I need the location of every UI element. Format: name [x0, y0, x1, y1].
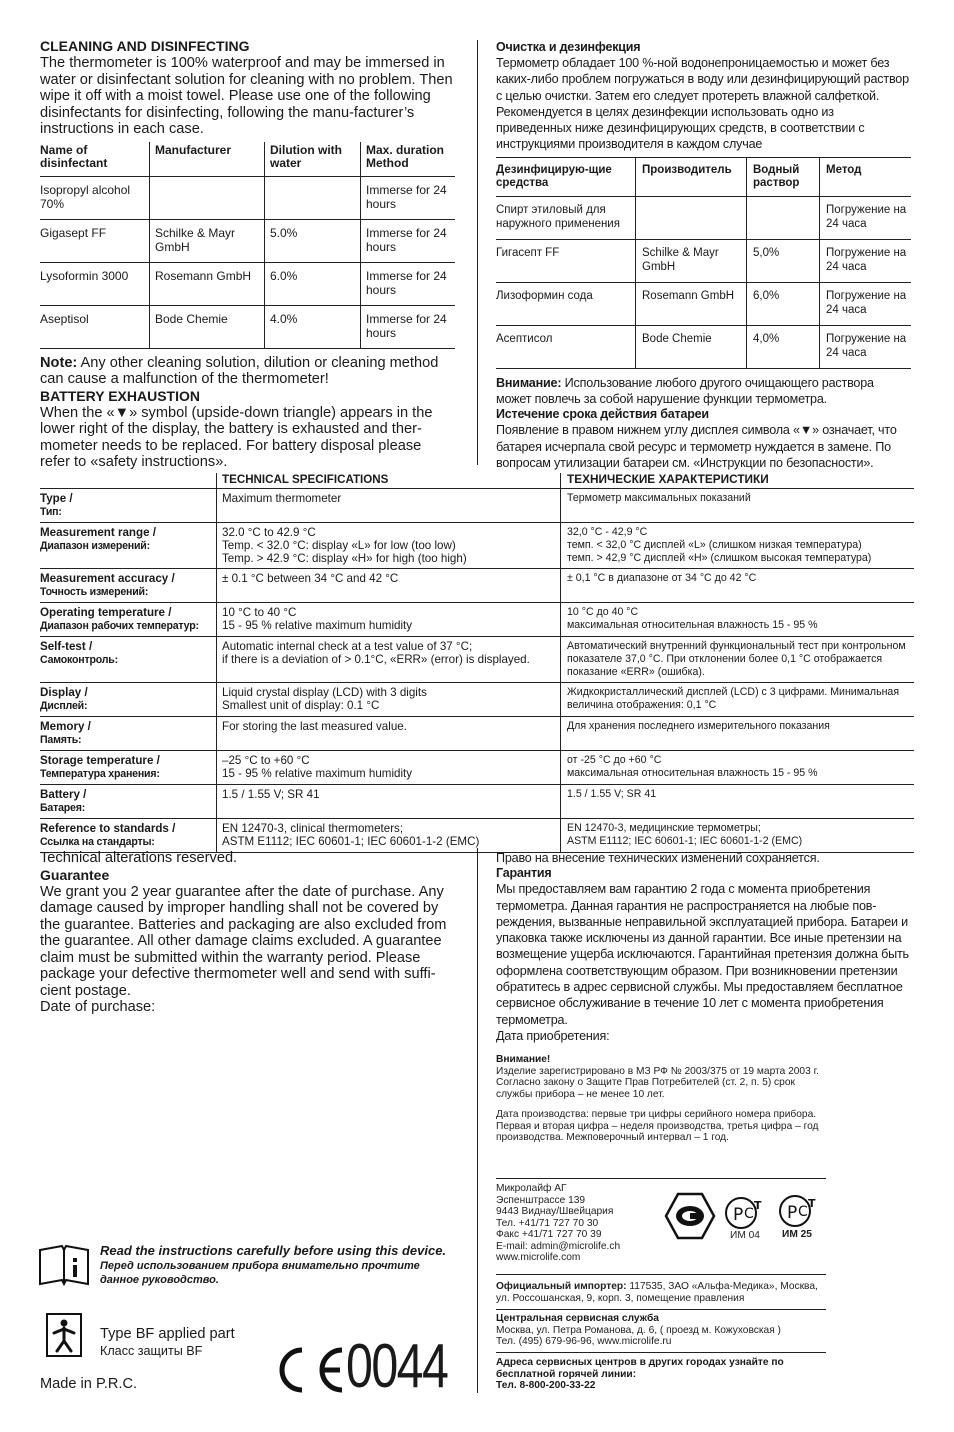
attention-text: Изделие зарегистрировано в МЗ РФ № 2003/375 от 19 марта 2003 г. Согласно закону о Защите Прав Потребителей (ст. 2, п. 5) срок службы прибора – не менее 10 лет. [496, 1065, 819, 1100]
cell: Bode Chemie [636, 325, 747, 368]
cell: Schilke & Mayr GmbH [636, 239, 747, 282]
company-line: www.microlife.com [496, 1252, 581, 1263]
column-divider-bottom [477, 848, 478, 1393]
spec-header-empty [40, 473, 217, 489]
importer-text [496, 1281, 826, 1304]
spec-row [40, 683, 914, 717]
cleaning-section-ru [496, 40, 911, 471]
type-bf-icon [46, 1313, 82, 1362]
svg-text:С: С [798, 1204, 808, 1220]
cell: Immerse for 24 hours [361, 262, 456, 305]
attention-title: Внимание! [496, 1054, 551, 1065]
table-header-row [496, 157, 911, 196]
spec-value-ru: 32,0 °C - 42,9 °C темп. < 32,0 °C дисплей «L» (слишком низкая температура) темп. > 42,9 °C дисплей «H» (слишком высокая температура) [561, 523, 915, 569]
cell: Aseptisol [40, 311, 89, 326]
service-divider [496, 1309, 826, 1310]
cell: 4.0% [265, 305, 361, 348]
col-header: Dilution with water [265, 142, 361, 177]
spec-row [40, 637, 914, 683]
service-text: Москва, ул. Петра Романова, д. 6, ( проезд м. Кожуховская ) Тел. (495) 679-96-96, www.microlife.ru [496, 1324, 781, 1347]
spec-label [40, 751, 217, 785]
company-line: Тел. +41/71 727 70 30 [496, 1217, 599, 1229]
spec-label-en: Measurement accuracy / [40, 572, 175, 585]
cleaning-text-ru: Термометр обладает 100 %-ной водонепроницаемостью и может без каких-либо проблем погружаться в воду или дезинфицирующий раствор с целью очистки. Затем его следует протереть влажной салфеткой. Рекомендуется в целях дезинфекции использовать одно из приведенных ниже дезинфицирующих средств, в соответствии с инструкциями производителя в каждом случае [496, 56, 909, 152]
spec-row [40, 569, 914, 603]
spec-label-ru: Память: [40, 734, 82, 746]
cell: 6,0% [747, 282, 820, 325]
spec-header-row [40, 473, 914, 489]
company-address [496, 1183, 666, 1264]
cell: Immerse for 24 hours [361, 219, 456, 262]
cell [150, 176, 265, 219]
spec-label-ru: Диапазон рабочих температур: [40, 620, 199, 632]
company-line: E-mail: admin@microlife.ch [496, 1240, 621, 1252]
svg-text:Р: Р [733, 1205, 744, 1225]
tech-alterations-en: Technical alterations reserved. [40, 850, 238, 866]
spec-label [40, 785, 217, 819]
read-instructions-icon [38, 1244, 90, 1293]
cell: Гигасепт FF [496, 246, 560, 259]
spec-label-en: Memory / [40, 720, 91, 733]
spec-value-ru: EN 12470-3, медицинские термометры; ASTM E1112; IEC 60601-1; IEC 60601-1-2 (EMC) [561, 819, 915, 853]
importer-label: Официальный импортер: [496, 1281, 627, 1292]
spec-value-en: 32.0 °C to 42.9 °C Temp. < 32.0 °C: display «L» for low (too low) Temp. > 42.9 °C: display «H» for high (too high) [217, 523, 561, 569]
table-row [40, 219, 455, 262]
spec-row [40, 603, 914, 637]
company-line: Микролайф АГ [496, 1183, 567, 1194]
guarantee-section-en [40, 850, 455, 1016]
spec-value-ru: 1.5 / 1.55 V; SR 41 [561, 785, 915, 819]
spec-value-en: –25 °C to +60 °C 15 - 95 % relative maximum humidity [217, 751, 561, 785]
disinfectant-table-ru [496, 157, 911, 369]
spec-label [40, 717, 217, 751]
spec-label-en: Reference to standards / [40, 822, 176, 835]
spec-label [40, 603, 217, 637]
cell: Спирт этиловый для наружного применения [496, 203, 620, 230]
company-line: Эспенштрассе 139 [496, 1194, 586, 1206]
note-label-en: Note: [40, 354, 78, 371]
cell: Bode Chemie [150, 305, 265, 348]
battery-title-en: BATTERY EXHAUSTION [40, 387, 200, 404]
guarantee-text-en: We grant you 2 year guarantee after the date of purchase. Any damage caused by improper handling shall not be covered by the guarantee. Batteries and packaging are also excluded from the guarantee. All other damage claims excluded. A guarantee claim must be submitted within the warranty period. Please package your defective thermometer well and send with suffi-cient postage. [40, 883, 447, 999]
cleaning-text-en: The thermometer is 100% waterproof and may be immersed in water or disinfectant solution for cleaning with no problem. Then wipe it off with a moist towel. Please use one of the following disinfectants for disinfecting, following the manu-facturer’s instructions in each case. [40, 55, 453, 137]
note-en [40, 355, 455, 388]
table-row [40, 176, 455, 219]
importer-block [496, 1281, 826, 1304]
spec-label-en: Self-test / [40, 640, 93, 653]
cert-label-2: ИМ 25 [782, 1229, 812, 1240]
note-text-ru: Использование любого другого очищающего раствора может повлечь за собой нарушение функции термометра. [496, 375, 874, 407]
cert-label-1: ИМ 04 [730, 1230, 760, 1241]
spec-row [40, 819, 914, 853]
spec-value-en: EN 12470-3, clinical thermometers; ASTM E1112; IEC 60601-1; IEC 60601-1-2 (EMC) [217, 819, 561, 853]
spec-value-en: Maximum thermometer [217, 489, 561, 523]
spec-value-en: ± 0.1 °C between 34 °C and 42 °C [217, 569, 561, 603]
spec-label-ru: Точность измерений: [40, 586, 149, 598]
table-row [40, 305, 455, 348]
date-of-purchase-ru: Дата приобретения: [496, 1028, 610, 1043]
spec-label-en: Storage temperature / [40, 754, 160, 767]
spec-value-ru: Жидкокристаллический дисплей (LCD) с 3 цифрами. Минимальная величина отображения: 0,1 °C [561, 683, 915, 717]
importer-details: 117535, ЗАО «Альфа-Медика», Москва, ул. Россошанская, 9, корп. 3, помещение правления [496, 1281, 818, 1304]
spec-label-ru: Тип: [40, 506, 62, 518]
spec-label-ru: Самоконтроль: [40, 654, 118, 666]
svg-text:Р: Р [787, 1203, 798, 1223]
spec-label [40, 523, 217, 569]
cell: Rosemann GmbH [636, 282, 747, 325]
guarantee-section-ru [496, 850, 911, 1044]
spec-header-ru: ТЕХНИЧЕСКИЕ ХАРАКТЕРИСТИКИ [561, 473, 915, 489]
col-header: Manufacturer [150, 142, 265, 177]
spec-label-ru: Диапазон измерений: [40, 540, 150, 552]
battery-text-en: When the «▼» symbol (upside-down triangle) appears in the lower right of the display, the battery is exhausted and ther-mometer needs to be replaced. For battery disposal please refer to «safety instructions». [40, 404, 433, 470]
cleaning-title-ru: Очистка и дезинфекция [496, 40, 641, 54]
guarantee-title-en: Guarantee [40, 866, 110, 883]
spec-label-en: Display / [40, 686, 88, 699]
made-in: Made in P.R.C. [40, 1376, 138, 1392]
service-block [496, 1313, 826, 1348]
spec-label-ru: Дисплей: [40, 700, 88, 712]
cell: Rosemann GmbH [150, 262, 265, 305]
cell: Isopropyl alcohol 70% [40, 182, 131, 211]
disinfectant-table-en [40, 142, 455, 349]
spec-value-en: 1.5 / 1.55 V; SR 41 [217, 785, 561, 819]
hotline-divider [496, 1352, 826, 1353]
pct-certification-icon-2 [778, 1194, 822, 1233]
svg-text:С: С [744, 1206, 754, 1222]
svg-text:Т: Т [754, 1199, 762, 1212]
spec-row [40, 717, 914, 751]
spec-row [40, 489, 914, 523]
col-header: Метод [820, 157, 912, 196]
cell [636, 196, 747, 239]
note-label-ru: Внимание: [496, 375, 562, 390]
note-text-en: Any other cleaning solution, dilution or cleaning method can cause a malfunction of the thermometer! [40, 354, 439, 387]
type-bf-text [100, 1326, 270, 1359]
column-divider-top [477, 40, 478, 465]
svg-text:Т: Т [808, 1197, 816, 1210]
type-bf-ru: Класс защиты BF [100, 1343, 203, 1358]
table-row [496, 282, 911, 325]
read-instructions-en: Read the instructions carefully before using this device. [100, 1243, 447, 1258]
spec-label [40, 569, 217, 603]
cell: Погружение на 24 часа [820, 282, 912, 325]
cleaning-section-en [40, 38, 455, 471]
spec-header-en: TECHNICAL SPECIFICATIONS [217, 473, 561, 489]
cell: Асептисол [496, 332, 553, 345]
hotline-block [496, 1357, 786, 1392]
production-text: Дата производства: первые три цифры серийного номера прибора. Первая и вторая цифра – неделя производства, третья цифра – год производства. Межповерочный интервал – 1 год. [496, 1109, 819, 1143]
type-bf-en: Type BF applied part [100, 1326, 235, 1342]
col-header: Name of disinfectant [40, 142, 108, 170]
spec-table [40, 473, 914, 853]
table-row [40, 262, 455, 305]
spec-row [40, 751, 914, 785]
spec-value-en: For storing the last measured value. [217, 717, 561, 751]
spec-value-ru: Для хранения последнего измерительного показания [561, 717, 915, 751]
cell: Погружение на 24 часа [820, 239, 912, 282]
spec-row [40, 523, 914, 569]
service-title: Центральная сервисная служба [496, 1313, 659, 1324]
importer-divider [496, 1274, 826, 1275]
col-header: Водный раствор [747, 157, 820, 196]
spec-value-ru: 10 °C до 40 °C максимальная относительная влажность 15 - 95 % [561, 603, 915, 637]
cleaning-title-en: CLEANING AND DISINFECTING [40, 38, 250, 54]
spec-value-ru: Автоматический внутренний функциональный тест при контрольном показателе 37,0 °C. При отклонении более 0,1 °C отображается показание «ERR» (ошибка). [561, 637, 915, 683]
table-header-row [40, 142, 455, 177]
spec-value-en: Liquid crystal display (LCD) with 3 digits Smallest unit of display: 0.1 °C [217, 683, 561, 717]
attention-block [496, 1054, 826, 1144]
spec-label-en: Battery / [40, 788, 87, 801]
cell: Lysoformin 3000 [40, 268, 129, 283]
company-line: Факс +41/71 727 70 39 [496, 1229, 602, 1240]
cell: Погружение на 24 часа [820, 325, 912, 368]
company-divider [496, 1178, 826, 1179]
cell: 6.0% [265, 262, 361, 305]
company-line: 9443 Виднау/Швейцария [496, 1206, 614, 1217]
table-row [496, 239, 911, 282]
cell: 5,0% [747, 239, 820, 282]
spec-value-en: 10 °C to 40 °C 15 - 95 % relative maximum humidity [217, 603, 561, 637]
hotline-text: Адреса сервисных центров в других городах узнайте по бесплатной горячей линии: Тел. 8-800-200-33-22 [496, 1357, 784, 1391]
tech-alterations-ru: Право на внесение технических изменений сохраняется. [496, 851, 820, 865]
col-header: Производитель [636, 157, 747, 196]
date-of-purchase-en: Date of purchase: [40, 999, 156, 1015]
spec-label-ru: Батарея: [40, 802, 86, 814]
spec-label [40, 489, 217, 523]
cell: Gigasept FF [40, 225, 107, 240]
spec-label-ru: Температура хранения: [40, 768, 160, 780]
spec-label [40, 683, 217, 717]
cell [747, 196, 820, 239]
spec-value-en: Automatic internal check at a test value of 37 °C; if there is a deviation of > 0.1°C, «ERR» (error) is displayed. [217, 637, 561, 683]
cell: Immerse for 24 hours [361, 176, 456, 219]
spec-label [40, 637, 217, 683]
battery-text-ru: Появление в правом нижнем углу дисплея символа «▼» означает, что батарея исчерпала свой ресурс и термометр нуждается в замене. По вопросам утилизации батареи см. «Инструкции по безопасности». [496, 423, 897, 470]
spec-value-ru: Термометр максимальных показаний [561, 489, 915, 523]
battery-title-ru: Истечение срока действия батареи [496, 407, 709, 422]
cell: Погружение на 24 часа [820, 196, 912, 239]
table-row [496, 325, 911, 368]
cell: Schilke & Mayr GmbH [150, 219, 265, 262]
technical-specifications [40, 473, 914, 853]
gost-certification-icon [664, 1192, 716, 1245]
table-row [496, 196, 911, 239]
cell: 4,0% [747, 325, 820, 368]
cell: Лизоформин сода [496, 289, 593, 302]
spec-value-ru: ± 0,1 °C в диапазоне от 34 °C до 42 °C [561, 569, 915, 603]
spec-value-ru: от -25 °C до +60 °C максимальная относительная влажность 15 - 95 % [561, 751, 915, 785]
col-header: Max. duration Method [361, 142, 456, 177]
guarantee-text-ru: Мы предоставляем вам гарантию 2 года с момента приобретения термометра. Данная гарантия не распространяется на любые пов-реждения, вызванные неправильной эксплуатацией прибора. Батареи и упаковка также исключены из данной гарантии. Все иные претензии на возмещение ущерба исключаются. Гарантийная претензия должна быть оформлена соответствующим образом. При возникновении претензии обратитесь в адрес сервисной службы. Мы предоставляем бесплатное сервисное обслуживание в течение 10 лет с момента приобретения термометра. [496, 882, 909, 1027]
col-header: Дезинфицирую-щие средства [496, 163, 612, 189]
spec-label-en: Type / [40, 492, 73, 505]
cell [265, 176, 361, 219]
spec-label-en: Operating temperature / [40, 606, 172, 619]
cell: Immerse for 24 hours [361, 305, 456, 348]
spec-label-ru: Ссылка на стандарты: [40, 836, 155, 848]
ce-number: 0044 [346, 1332, 448, 1401]
spec-label [40, 819, 217, 853]
ce-mark-icon [268, 1342, 348, 1403]
guarantee-title-ru: Гарантия [496, 866, 552, 881]
cell: 5.0% [265, 219, 361, 262]
read-instructions-ru: Перед использованием прибора внимательно прочтите данное руководство. [100, 1260, 420, 1286]
note-ru [496, 375, 911, 408]
spec-row [40, 785, 914, 819]
spec-label-en: Measurement range / [40, 526, 156, 539]
read-instructions-text [100, 1243, 460, 1287]
